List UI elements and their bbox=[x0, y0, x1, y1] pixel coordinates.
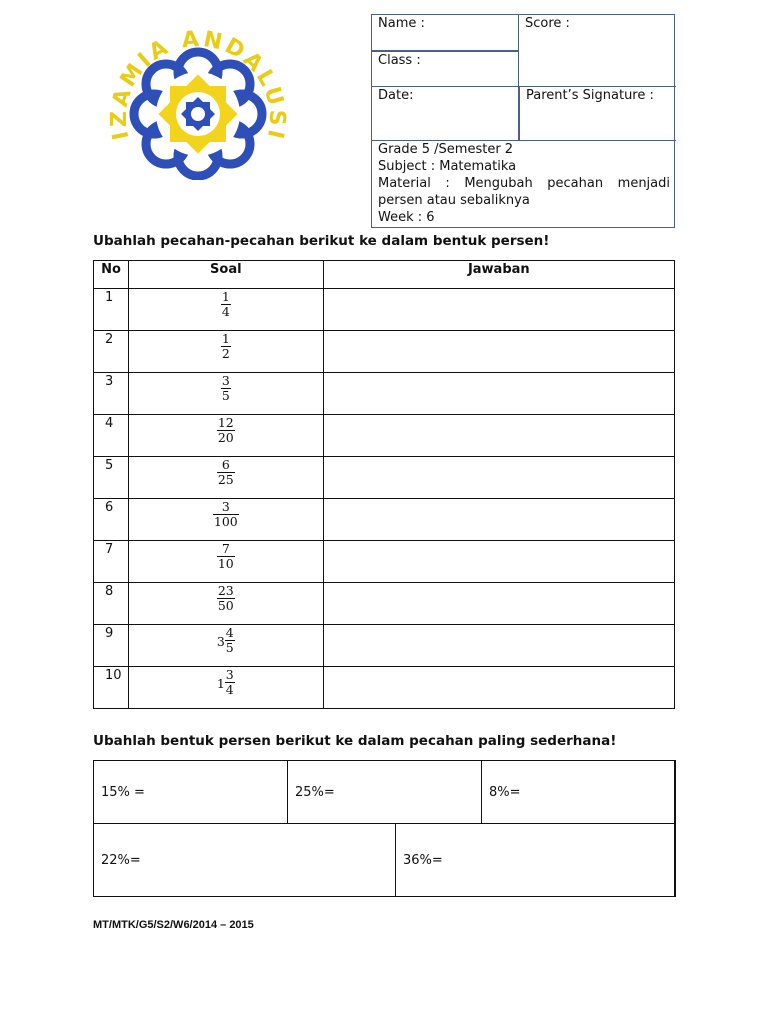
class-field[interactable] bbox=[372, 51, 519, 87]
fraction bbox=[221, 374, 231, 403]
mixed-whole: 3 bbox=[216, 634, 225, 649]
date-field[interactable] bbox=[372, 87, 519, 141]
percent-table bbox=[93, 760, 675, 897]
numerator: 3 bbox=[221, 373, 230, 388]
numerator: 3 bbox=[225, 667, 234, 682]
row-number: 10 bbox=[94, 667, 129, 709]
class-label: Class : bbox=[378, 53, 421, 68]
table-row bbox=[94, 289, 675, 331]
denominator: 20 bbox=[217, 430, 234, 445]
percent-item-label: 36%= bbox=[403, 852, 443, 868]
numerator: 12 bbox=[217, 415, 234, 430]
fraction bbox=[225, 626, 235, 655]
section2-instruction: Ubahlah bentuk persen berikut ke dalam pecahan paling sederhana! bbox=[93, 733, 617, 749]
percent-item-5[interactable] bbox=[395, 823, 676, 897]
table-row bbox=[94, 583, 675, 625]
question-cell bbox=[128, 667, 323, 709]
parent-signature-field[interactable] bbox=[519, 87, 676, 141]
school-logo bbox=[108, 22, 288, 180]
table-row bbox=[94, 373, 675, 415]
percent-item-2[interactable] bbox=[287, 760, 482, 824]
denominator: 2 bbox=[221, 346, 230, 361]
denominator: 50 bbox=[217, 598, 234, 613]
subject-text: Subject : Matematika bbox=[378, 159, 517, 174]
fraction bbox=[213, 500, 239, 529]
fraction bbox=[221, 332, 231, 361]
table-row bbox=[94, 331, 675, 373]
answer-cell[interactable] bbox=[323, 625, 674, 667]
name-label: Name : bbox=[378, 16, 425, 31]
numerator: 1 bbox=[221, 289, 230, 304]
row-number: 2 bbox=[94, 331, 129, 373]
row-number: 6 bbox=[94, 499, 129, 541]
score-label: Score : bbox=[525, 16, 570, 31]
fraction bbox=[217, 416, 235, 445]
score-field[interactable] bbox=[519, 15, 676, 87]
denominator: 4 bbox=[221, 304, 230, 319]
question-cell bbox=[128, 289, 323, 331]
row-number: 4 bbox=[94, 415, 129, 457]
logo-text: IZAMIA ANDALUSI bbox=[108, 26, 288, 144]
question-cell bbox=[128, 625, 323, 667]
numerator: 1 bbox=[221, 331, 230, 346]
row-number: 5 bbox=[94, 457, 129, 499]
logo-emblem-icon bbox=[108, 22, 288, 180]
percent-item-label: 15% = bbox=[101, 784, 145, 800]
table-row bbox=[94, 625, 675, 667]
row-number: 7 bbox=[94, 541, 129, 583]
table-row bbox=[94, 667, 675, 709]
answer-cell[interactable] bbox=[323, 583, 674, 625]
header-jawaban: Jawaban bbox=[323, 261, 674, 289]
grade-text: Grade 5 /Semester 2 bbox=[378, 142, 514, 157]
name-field[interactable] bbox=[372, 15, 519, 51]
fraction-table bbox=[93, 260, 675, 709]
answer-cell[interactable] bbox=[323, 331, 674, 373]
percent-item-3[interactable] bbox=[481, 760, 676, 824]
fraction bbox=[221, 290, 231, 319]
answer-cell[interactable] bbox=[323, 667, 674, 709]
answer-cell[interactable] bbox=[323, 415, 674, 457]
fraction bbox=[217, 584, 235, 613]
denominator: 100 bbox=[213, 514, 238, 529]
student-info-box bbox=[371, 14, 675, 228]
answer-cell[interactable] bbox=[323, 373, 674, 415]
row-number: 8 bbox=[94, 583, 129, 625]
percent-item-label: 25%= bbox=[295, 784, 335, 800]
denominator: 5 bbox=[225, 640, 234, 655]
answer-cell[interactable] bbox=[323, 541, 674, 583]
numerator: 6 bbox=[221, 457, 230, 472]
date-label: Date: bbox=[378, 88, 414, 103]
fraction bbox=[217, 542, 235, 571]
header-no: No bbox=[94, 261, 129, 289]
question-cell bbox=[128, 583, 323, 625]
mixed-whole: 1 bbox=[216, 676, 225, 691]
denominator: 5 bbox=[221, 388, 230, 403]
question-cell bbox=[128, 331, 323, 373]
numerator: 4 bbox=[225, 625, 234, 640]
document-code: MT/MTK/G5/S2/W6/2014 – 2015 bbox=[93, 919, 254, 931]
answer-cell[interactable] bbox=[323, 289, 674, 331]
material-text-line2: persen atau sebaliknya bbox=[378, 193, 530, 208]
row-number: 9 bbox=[94, 625, 129, 667]
week-text: Week : 6 bbox=[378, 210, 435, 225]
answer-cell[interactable] bbox=[323, 499, 674, 541]
numerator: 3 bbox=[221, 499, 230, 514]
question-cell bbox=[128, 457, 323, 499]
question-cell bbox=[128, 541, 323, 583]
table-header-row bbox=[94, 261, 675, 289]
percent-item-4[interactable] bbox=[93, 823, 396, 897]
denominator: 25 bbox=[217, 472, 234, 487]
material-text-line1: Material : Mengubah pecahan menjadi bbox=[378, 176, 670, 191]
fraction bbox=[225, 668, 235, 697]
question-cell bbox=[128, 499, 323, 541]
table-row bbox=[94, 499, 675, 541]
numerator: 7 bbox=[221, 541, 230, 556]
answer-cell[interactable] bbox=[323, 457, 674, 499]
row-number: 3 bbox=[94, 373, 129, 415]
question-cell bbox=[128, 373, 323, 415]
table-row bbox=[94, 541, 675, 583]
section1-instruction: Ubahlah pecahan-pecahan berikut ke dalam bentuk persen! bbox=[93, 233, 550, 249]
percent-item-1[interactable] bbox=[93, 760, 288, 824]
denominator: 10 bbox=[217, 556, 234, 571]
header-soal: Soal bbox=[128, 261, 323, 289]
percent-item-label: 22%= bbox=[101, 852, 141, 868]
table-row bbox=[94, 457, 675, 499]
numerator: 23 bbox=[217, 583, 234, 598]
fraction bbox=[217, 458, 235, 487]
question-cell bbox=[128, 415, 323, 457]
row-number: 1 bbox=[94, 289, 129, 331]
percent-item-label: 8%= bbox=[489, 784, 521, 800]
table-row bbox=[94, 415, 675, 457]
signature-label: Parent’s Signature : bbox=[526, 88, 654, 103]
denominator: 4 bbox=[225, 682, 234, 697]
worksheet-meta bbox=[372, 141, 676, 227]
